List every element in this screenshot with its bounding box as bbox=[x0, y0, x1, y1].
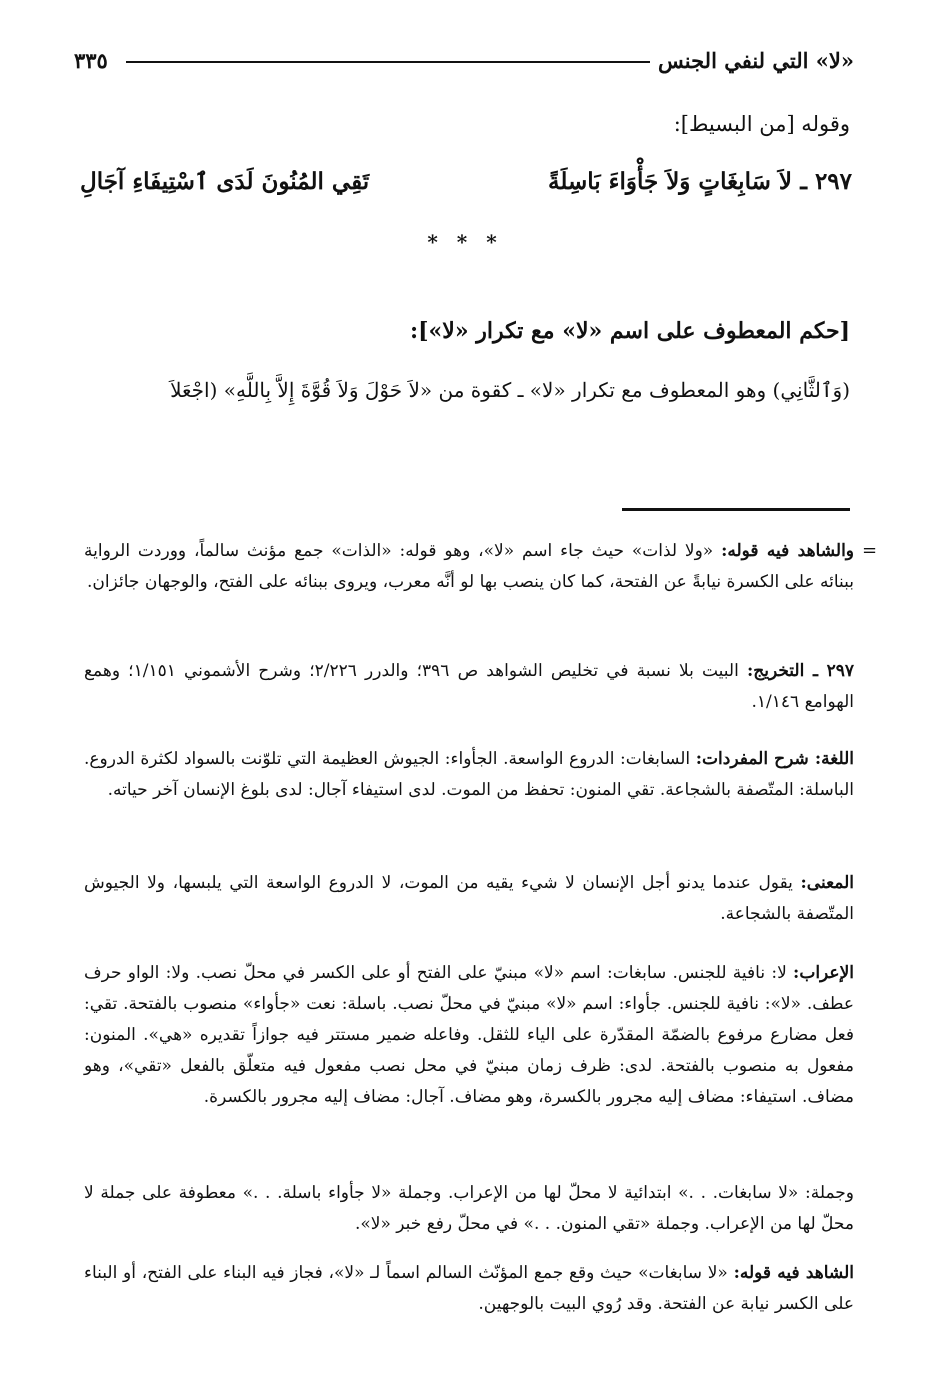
footnote-text: يقول عندما يدنو أجل الإنسان لا شيء يقيه من الموت، لا الدروع الواسعة التي يلبسها، ولا الجيوش المتّصفة بالشجاعة. bbox=[84, 873, 854, 924]
footnote-text: وجملة: «لا سابغات. . .» ابتدائية لا محلّ لها من الإعراب. وجملة «لا جأواء باسلة. . .» معطوفة على جملة لا محلّ لها من الإعراب. وجملة «تقي المنون. . .» في محلّ رفع خبر «لا». bbox=[84, 1183, 854, 1234]
footnote-text: لا: نافية للجنس. سابغات: اسم «لا» مبنيّ على الفتح أو على الكسر في محلّ نصب. ولا: الواو حرف عطف. «لا»: نافية للجنس. جأواء: اسم «لا» مبنيّ في محلّ نصب. باسلة: نعت «جأواء» منصوب بالفتحة. تقي: فعل مضارع مرفوع بالضمّة المقدّرة على الياء للثقل. وفاعله ضمير مستتر فيه جوازاً تقديره «هي». المنون: مفعول به منصوب بالفتحة. لدى: ظرف زمان مبنيّ في محل نصب مفعول فيه متعلّق بالفعل «تقي»، وهو مضاف. استيفاء: مضاف إليه مجرور بالكسرة، وهو مضاف. آجال: مضاف إليه مجرور بالكسرة. bbox=[84, 963, 855, 1107]
footnote-label: والشاهد فيه قوله: bbox=[721, 541, 855, 561]
section-heading: [حكم المعطوف على اسم «لا» مع تكرار «لا»]: bbox=[410, 318, 850, 344]
footnote-shahid-previous bbox=[84, 536, 854, 598]
running-header bbox=[74, 40, 854, 80]
header-rule bbox=[126, 61, 650, 63]
footnote-label: الإعراب: bbox=[793, 963, 854, 983]
footnote-label: المعنى: bbox=[800, 873, 855, 893]
intro-line: وقوله [من البسيط]: bbox=[673, 112, 850, 136]
page-number: ٣٣٥ bbox=[74, 47, 108, 73]
footnote-maana bbox=[84, 868, 854, 930]
footnote-label: ٢٩٧ ـ التخريج: bbox=[746, 661, 855, 681]
footnote-text: السابغات: الدروع الواسعة. الجأواء: الجيوش العظيمة التي تلوّنت بالسواد لكثرة الدروع. الباسلة: المتّصفة بالشجاعة. تقي المنون: تحفظ من الموت. لدى استيفاء آجال: لدى بلوغ الإنسان آخر حياته. bbox=[84, 749, 854, 800]
footnote-label: الشاهد فيه قوله: bbox=[733, 1263, 855, 1283]
footnote-divider bbox=[622, 508, 850, 511]
footnote-shahid bbox=[84, 1258, 854, 1320]
footnote-lugha bbox=[84, 744, 854, 806]
verse-number: ٢٩٧ ـ bbox=[800, 168, 852, 195]
footnote-takhrij bbox=[84, 656, 854, 718]
footnote-label: اللغة: شرح المفردات: bbox=[695, 749, 855, 769]
footnote-irab bbox=[84, 958, 854, 1113]
footnote-jumla bbox=[84, 1178, 854, 1240]
running-title: «لا» التي لنفي الجنس bbox=[658, 47, 854, 73]
poem-verse bbox=[80, 168, 852, 214]
verse-first-hemistich: لاَ سَابِغَاتٍ وَلاَ جَأْوَاءَ بَاسِلَةً bbox=[548, 168, 792, 195]
verse-second-hemistich: تَقِي المُنُونَ لَدَى ٱسْتِيفَاءِ آجَالِ bbox=[80, 168, 370, 195]
footnote-text: «لا سابغات» حيث وقع جمع المؤنّث السالم اسماً لـ «لا»، فجاز فيه البناء على الفتح، أو البناء على الكسر نيابة عن الفتحة. وقد رُوي البيت بالوجهين. bbox=[84, 1263, 854, 1314]
footnote-text: البيت بلا نسبة في تخليص الشواهد ص ٣٩٦؛ والدرر ٢/٢٢٦؛ وشرح الأشموني ١/١٥١؛ وهمع الهوامع ١/١٤٦. bbox=[84, 661, 854, 712]
footnote-text: «ولا لذات» حيث جاء اسم «لا»، وهو قوله: «الذات» جمع مؤنث سالماً، ووردت الرواية ببنائه على الكسرة نيابةً عن الفتحة، كما كان ينصب بها لو أنَّه معرب، ويروى ببنائه على الفتح، والوجهان جائزان. bbox=[84, 541, 854, 592]
section-text: (وَٱلثَّانِي) وهو المعطوف مع تكرار «لا» ـ كقوة من «لاَ حَوْلَ وَلاَ قُوَّةَ إِلاَّ بِاللَّهِ» (اجْعَلاَ bbox=[170, 378, 850, 402]
section-separator: * * * bbox=[427, 230, 503, 254]
continuation-mark: = bbox=[862, 540, 878, 561]
